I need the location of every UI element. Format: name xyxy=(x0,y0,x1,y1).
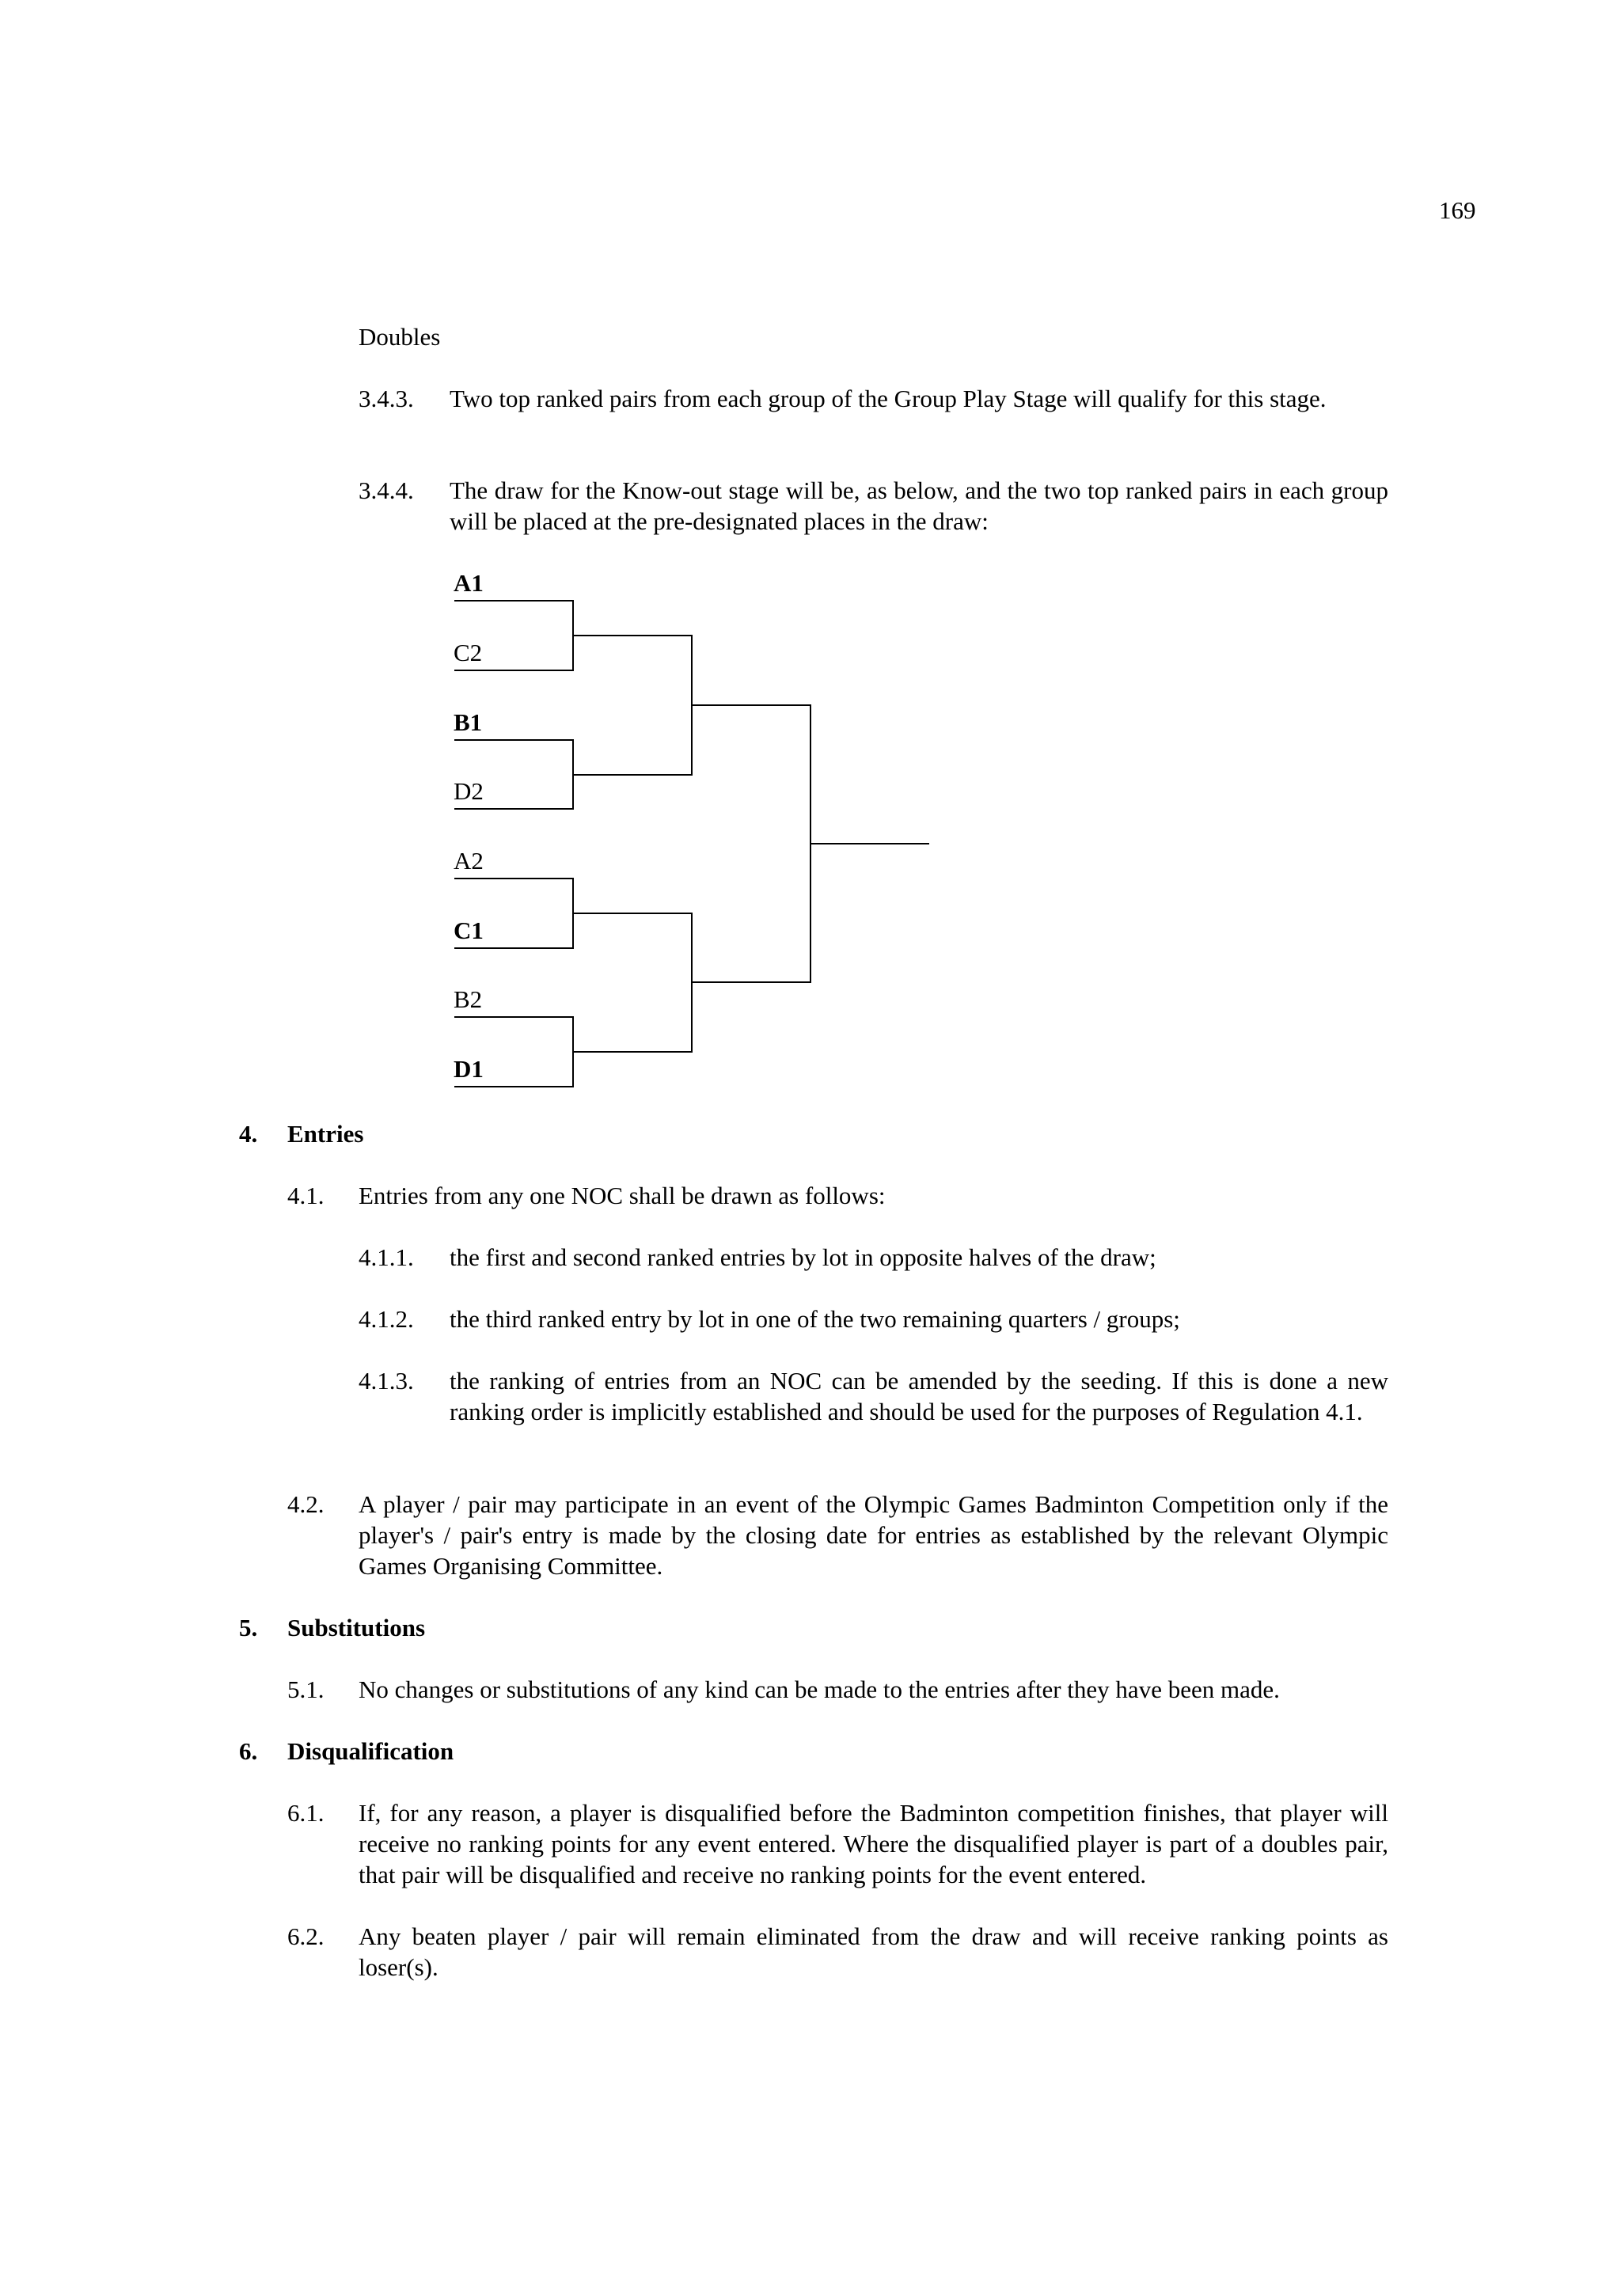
item-4-1-2-text: the third ranked entry by lot in one of the two remaining quarters / groups; xyxy=(450,1305,1180,1333)
bracket-match-4 xyxy=(454,1017,573,1087)
bracket-semi-2 xyxy=(573,913,692,1052)
bracket-label-c1: C1 xyxy=(454,917,484,944)
item-4-1-3-text: the ranking of entries from an NOC can be amended by the seeding. If this is done a new ranking order is implicitly established and should be used for the purposes of Regulation 4.1. xyxy=(450,1367,1388,1425)
item-number: 4.2. xyxy=(287,1490,325,1518)
item-number: 6.1. xyxy=(287,1799,325,1827)
section-6-title: Disqualification xyxy=(287,1737,454,1765)
subheading-doubles: Doubles xyxy=(359,323,441,351)
item-number: 6.2. xyxy=(287,1922,325,1950)
item-4-1-1-text: the first and second ranked entries by lot in opposite halves of the draw; xyxy=(450,1243,1156,1271)
bracket-semi-1 xyxy=(573,636,692,775)
bracket-match-3 xyxy=(454,879,573,948)
section-4-title: Entries xyxy=(287,1120,364,1148)
item-6-2-text: Any beaten player / pair will remain eliminated from the draw and will receive ranking points as loser(s). xyxy=(359,1922,1388,1981)
bracket-label-d2: D2 xyxy=(454,777,484,805)
item-3-4-4-text: The draw for the Know-out stage will be, as below, and the two top ranked pairs in each group will be placed at the pre-designated places in the draw: xyxy=(450,476,1388,535)
item-4-1-text: Entries from any one NOC shall be drawn as follows: xyxy=(359,1182,886,1209)
item-number: 4.1.2. xyxy=(359,1305,414,1333)
item-number: 3.4.3. xyxy=(359,385,414,412)
bracket-final xyxy=(692,705,810,982)
item-5-1-text: No changes or substitutions of any kind can be made to the entries after they have been made. xyxy=(359,1676,1280,1703)
bracket-label-a2: A2 xyxy=(454,847,484,875)
bracket-match-1 xyxy=(454,601,573,670)
item-6-1-text: If, for any reason, a player is disqualified before the Badminton competition finishes, that player will receive no ranking points for any event entered. Where the disqualified player is part of a doubles pair, that pair will be disqualified and receive no ranking points for the event entered. xyxy=(359,1799,1388,1888)
page-number: 169 xyxy=(1439,196,1476,224)
bracket-label-d1: D1 xyxy=(454,1055,484,1083)
item-number: 4.1.3. xyxy=(359,1367,414,1395)
item-4-2-text: A player / pair may participate in an event of the Olympic Games Badminton Competition only if the player's / pair's entry is made by the closing date for entries as established by the relevant Olympic Games Organising Committee. xyxy=(359,1490,1388,1580)
item-number: 5.1. xyxy=(287,1676,325,1703)
section-5-number: 5. xyxy=(239,1614,258,1641)
item-number: 3.4.4. xyxy=(359,476,414,504)
item-number: 4.1. xyxy=(287,1182,325,1209)
bracket-label-b1: B1 xyxy=(454,708,483,736)
section-4-number: 4. xyxy=(239,1120,258,1148)
item-3-4-3-text: Two top ranked pairs from each group of the Group Play Stage will qualify for this stage. xyxy=(450,385,1327,412)
bracket-label-c2: C2 xyxy=(454,639,483,666)
bracket-label-a1: A1 xyxy=(454,569,484,597)
bracket-match-2 xyxy=(454,740,573,809)
item-number: 4.1.1. xyxy=(359,1243,414,1271)
bracket-label-b2: B2 xyxy=(454,985,483,1013)
section-5-title: Substitutions xyxy=(287,1614,426,1641)
section-6-number: 6. xyxy=(239,1737,258,1765)
